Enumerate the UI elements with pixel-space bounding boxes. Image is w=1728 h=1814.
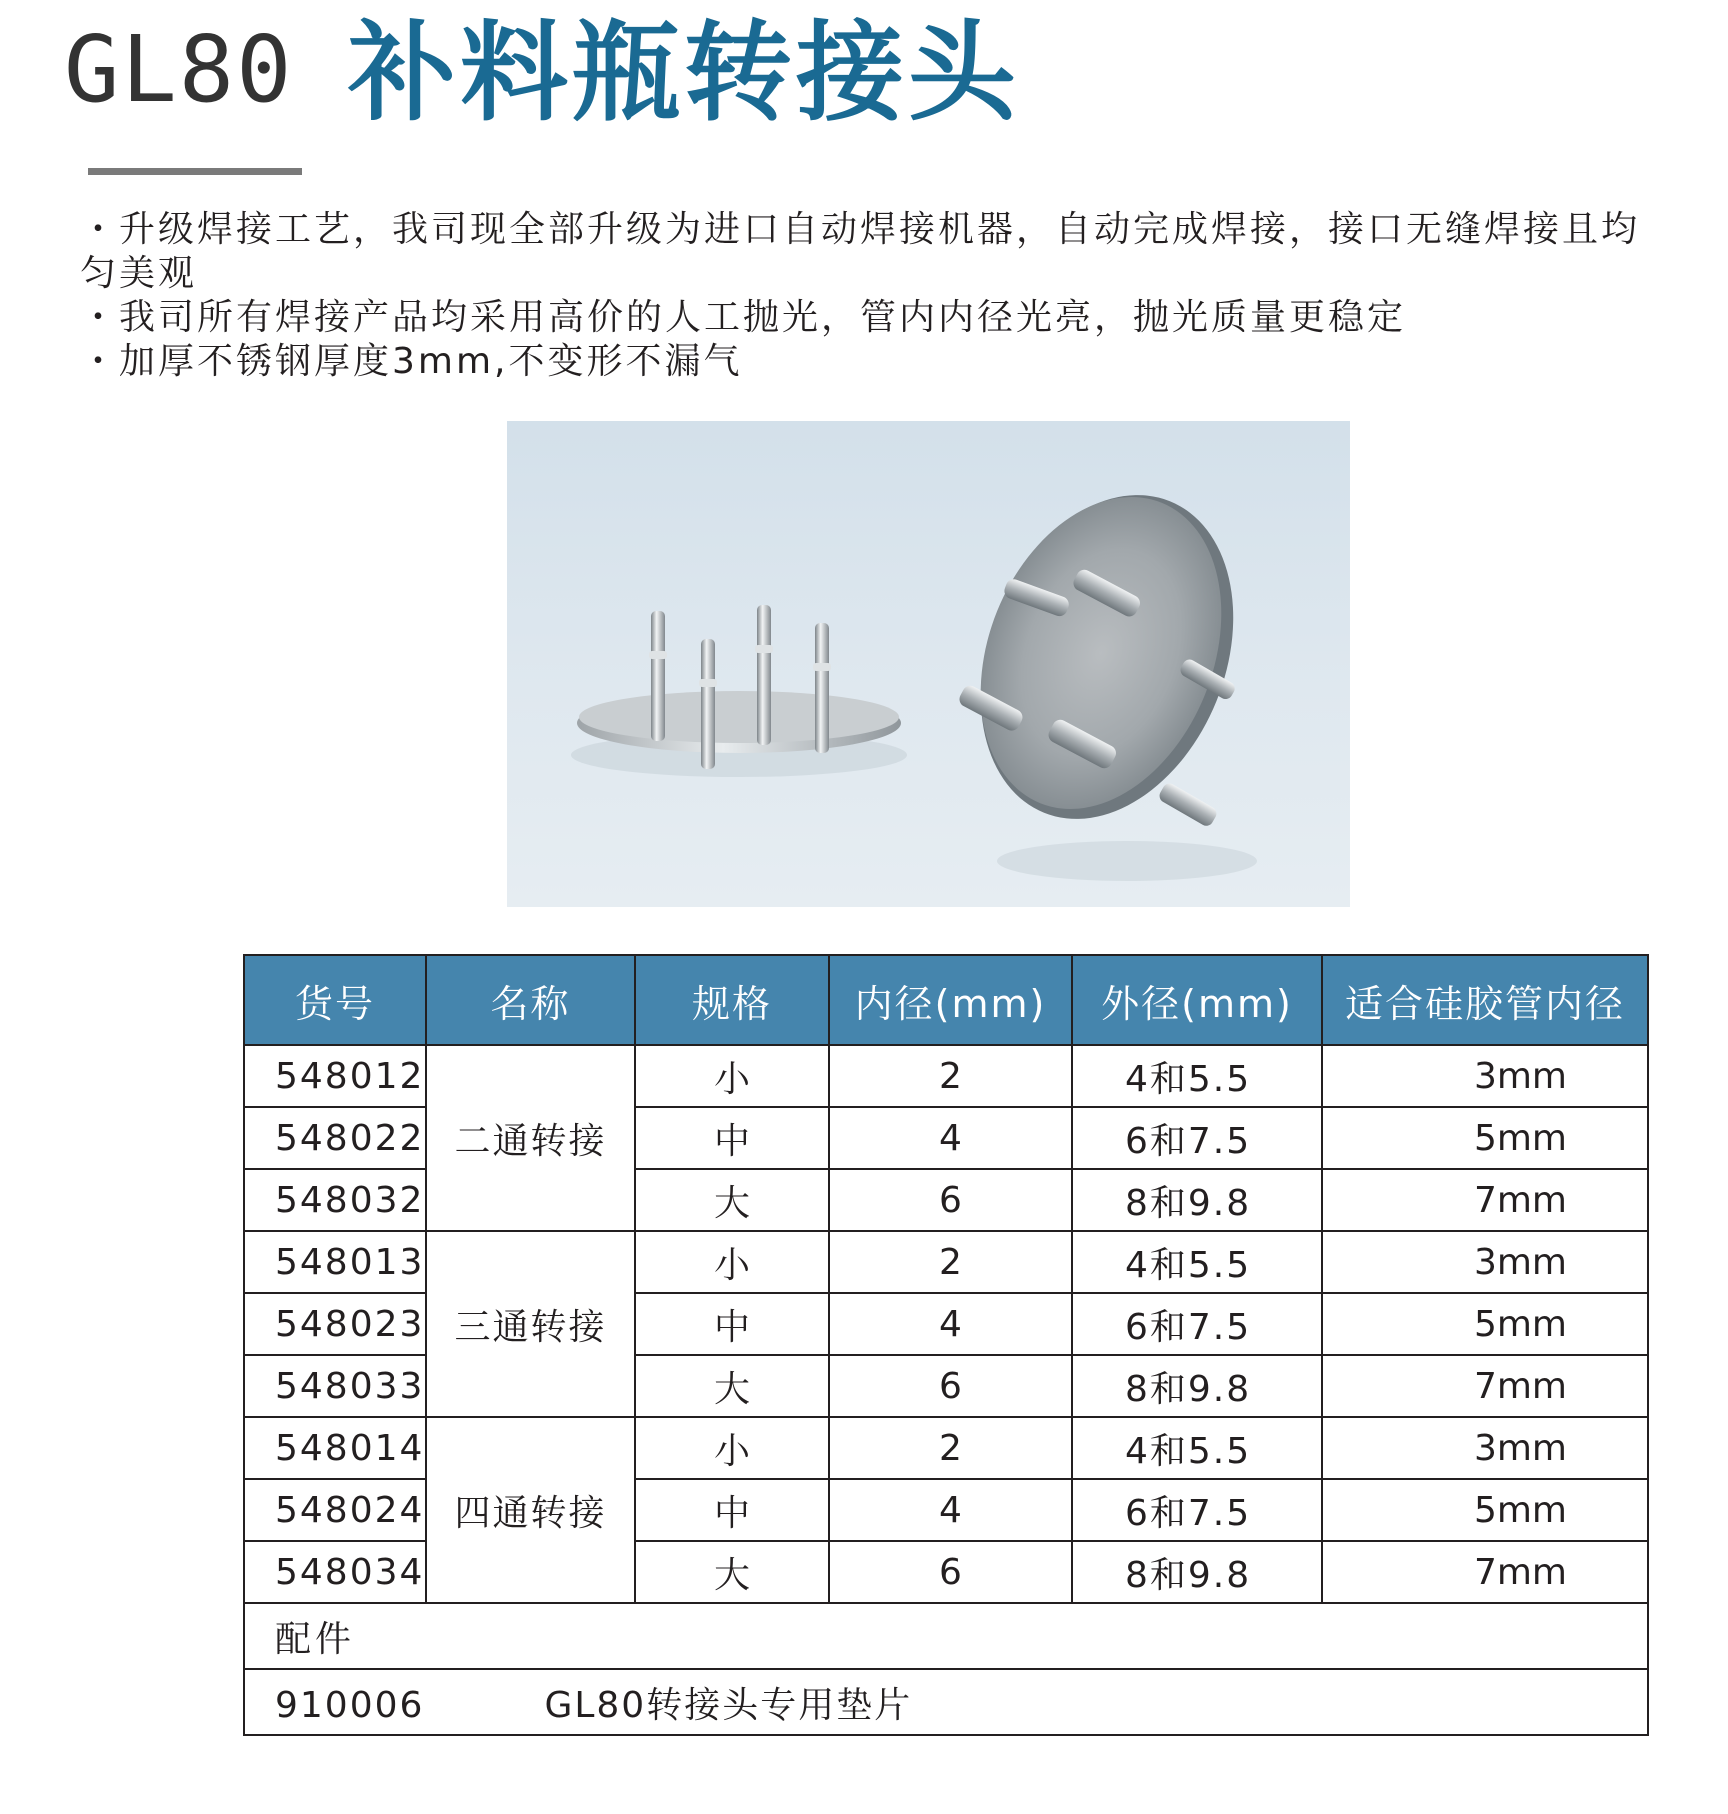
product-title: 补料瓶转接头 [348, 11, 1021, 136]
outer-diameter-cell: 4和5.5 [1072, 1417, 1322, 1479]
accessory-row [244, 1669, 1648, 1735]
outer-diameter-cell: 6和7.5 [1072, 1293, 1322, 1355]
code-cell: 548013 [244, 1231, 426, 1293]
column-header-outer-diameter: 外径(mm) [1072, 955, 1322, 1045]
outer-diameter-cell: 6和7.5 [1072, 1107, 1322, 1169]
size-cell: 大 [635, 1355, 829, 1417]
outer-diameter-cell: 4和5.5 [1072, 1231, 1322, 1293]
size-cell: 中 [635, 1479, 829, 1541]
table-header-row [244, 955, 1648, 1045]
feature-list [80, 208, 1640, 384]
inner-diameter-cell: 2 [829, 1045, 1072, 1107]
inner-diameter-cell: 2 [829, 1417, 1072, 1479]
outer-diameter-cell: 8和9.8 [1072, 1541, 1322, 1603]
accessory-cell [244, 1669, 1648, 1735]
feature-item: ・加厚不锈钢厚度3mm,不变形不漏气 [80, 341, 743, 382]
accessories-label: 配件 [244, 1603, 1648, 1669]
group-name-cell: 四通转接 [426, 1417, 635, 1603]
inner-diameter-cell: 4 [829, 1479, 1072, 1541]
size-cell: 小 [635, 1417, 829, 1479]
product-photo [507, 421, 1350, 907]
tube-diameter-cell: 3mm [1322, 1417, 1648, 1479]
size-cell: 小 [635, 1045, 829, 1107]
inner-diameter-cell: 6 [829, 1355, 1072, 1417]
inner-diameter-cell: 4 [829, 1293, 1072, 1355]
feature-item: ・我司所有焊接产品均采用高价的人工抛光，管内内径光亮，抛光质量更稳定 [80, 297, 1407, 338]
outer-diameter-cell: 4和5.5 [1072, 1045, 1322, 1107]
size-cell: 小 [635, 1231, 829, 1293]
tube-diameter-cell: 5mm [1322, 1293, 1648, 1355]
column-header-size: 规格 [635, 955, 829, 1045]
title-divider [88, 168, 302, 175]
accessory-description: GL80转接头专用垫片 [544, 1684, 913, 1726]
code-cell: 548022 [244, 1107, 426, 1169]
column-header-tube-diameter: 适合硅胶管内径 [1322, 955, 1648, 1045]
code-cell: 548014 [244, 1417, 426, 1479]
group-name-cell: 三通转接 [426, 1231, 635, 1417]
column-header-code: 货号 [244, 955, 426, 1045]
tube-diameter-cell: 3mm [1322, 1045, 1648, 1107]
accessories-header-row [244, 1603, 1648, 1669]
tube-diameter-cell: 7mm [1322, 1541, 1648, 1603]
code-cell: 548012 [244, 1045, 426, 1107]
spec-table [243, 954, 1649, 1736]
inner-diameter-cell: 6 [829, 1169, 1072, 1231]
column-header-name: 名称 [426, 955, 635, 1045]
size-cell: 大 [635, 1169, 829, 1231]
table-row [244, 1045, 1648, 1107]
group-name-cell: 二通转接 [426, 1045, 635, 1231]
code-cell: 548032 [244, 1169, 426, 1231]
code-cell: 548024 [244, 1479, 426, 1541]
outer-diameter-cell: 8和9.8 [1072, 1355, 1322, 1417]
outer-diameter-cell: 6和7.5 [1072, 1479, 1322, 1541]
inner-diameter-cell: 6 [829, 1541, 1072, 1603]
tube-diameter-cell: 7mm [1322, 1169, 1648, 1231]
tube-diameter-cell: 3mm [1322, 1231, 1648, 1293]
inner-diameter-cell: 4 [829, 1107, 1072, 1169]
code-cell: 548033 [244, 1355, 426, 1417]
size-cell: 大 [635, 1541, 829, 1603]
tube-diameter-cell: 7mm [1322, 1355, 1648, 1417]
model-number: GL80 [64, 16, 294, 123]
outer-diameter-cell: 8和9.8 [1072, 1169, 1322, 1231]
accessory-code: 910006 [275, 1684, 425, 1726]
size-cell: 中 [635, 1107, 829, 1169]
table-row [244, 1417, 1648, 1479]
feature-item: ・升级焊接工艺，我司现全部升级为进口自动焊接机器，自动完成焊接，接口无缝焊接且均匀美观 [80, 209, 1641, 294]
inner-diameter-cell: 2 [829, 1231, 1072, 1293]
tube-diameter-cell: 5mm [1322, 1479, 1648, 1541]
code-cell: 548023 [244, 1293, 426, 1355]
tube-diameter-cell: 5mm [1322, 1107, 1648, 1169]
table-row [244, 1231, 1648, 1293]
code-cell: 548034 [244, 1541, 426, 1603]
size-cell: 中 [635, 1293, 829, 1355]
column-header-inner-diameter: 内径(mm) [829, 955, 1072, 1045]
product-photo-illustration [507, 421, 1350, 907]
